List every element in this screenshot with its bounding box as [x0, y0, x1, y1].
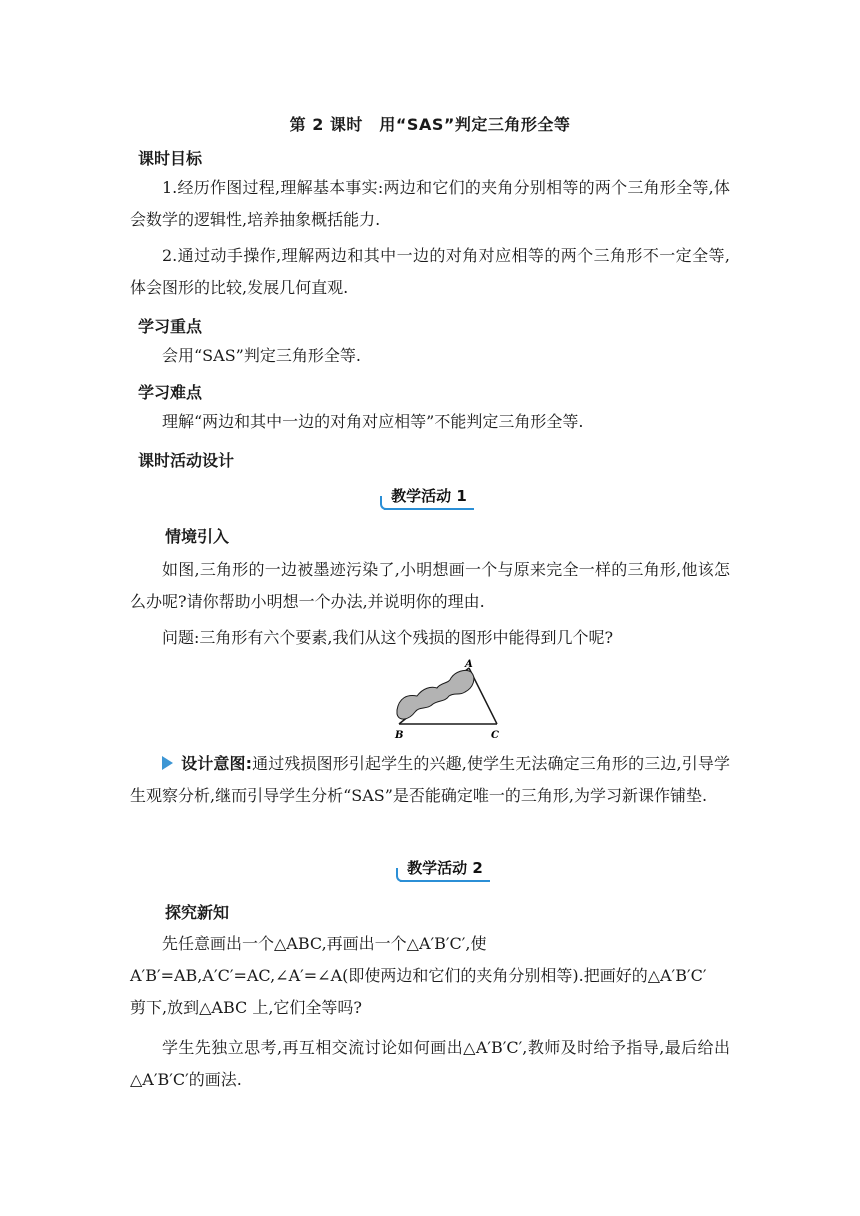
activity-1-para-1: 如图,三角形的一边被墨迹污染了,小明想画一个与原来完全一样的三角形,他该怎么办呢?请你帮助小明想一个办法,并说明你的理由. — [130, 560, 730, 611]
activity-2-badge — [400, 852, 490, 882]
stained-triangle-figure — [385, 658, 505, 742]
vertex-label-a: A — [465, 659, 473, 670]
key-points-heading: 学习重点 — [138, 317, 203, 336]
vertex-label-c: C — [491, 730, 499, 741]
activity-2-subheading: 探究新知 — [165, 903, 230, 922]
activity-2-para-2: 学生先独立思考,再互相交流讨论如何画出△A′B′C′,教师及时给予指导,最后给出△A′B′C′的画法. — [130, 1038, 730, 1089]
objective-item-2: 2.通过动手操作,理解两边和其中一边的对角对应相等的两个三角形不一定全等,体会图形的比较,发展几何直观. — [130, 246, 730, 297]
badge-underline — [400, 880, 490, 882]
badge-underline — [384, 508, 474, 510]
activity-1-badge — [384, 480, 474, 510]
page-title: 第 2 课时 用“SAS”判定三角形全等 — [289, 115, 571, 134]
objectives-heading: 课时目标 — [138, 149, 203, 168]
design-intent-block — [130, 748, 730, 812]
vertex-label-b: B — [395, 730, 404, 741]
badge-hook-icon — [396, 868, 404, 882]
activity-2-badge-label: 教学活动 2 — [407, 858, 483, 877]
design-intent-text: 通过残损图形引起学生的兴趣,使学生无法确定三角形的三边,引导学生观察分析,继而引导学生分析“SAS”是否能确定唯一的三角形,为学习新课作铺垫. — [130, 754, 730, 805]
design-intent-label: 设计意图: — [181, 754, 253, 773]
activity-1-badge-label: 教学活动 1 — [391, 486, 467, 505]
activity-1-subheading: 情境引入 — [165, 527, 230, 546]
difficulties-heading: 学习难点 — [138, 383, 203, 402]
key-points-text: 会用“SAS”判定三角形全等. — [162, 346, 361, 365]
ink-stain — [397, 670, 474, 719]
activity-1-para-2: 问题:三角形有六个要素,我们从这个残损的图形中能得到几个呢? — [162, 628, 614, 647]
design-heading: 课时活动设计 — [138, 451, 235, 470]
badge-hook-icon — [380, 496, 388, 510]
activity-2-line-1: 先任意画出一个△ABC,再画出一个△A′B′C′,使 — [162, 934, 487, 953]
objective-item-1: 1.经历作图过程,理解基本事实:两边和它们的夹角分别相等的两个三角形全等,体会数学的逻辑性,培养抽象概括能力. — [130, 178, 730, 229]
difficulties-text: 理解“两边和其中一边的对角对应相等”不能判定三角形全等. — [162, 412, 584, 431]
activity-2-line-3: 剪下,放到△ABC 上,它们全等吗? — [130, 998, 362, 1017]
play-triangle-icon — [162, 756, 173, 770]
activity-2-line-2: A′B′=AB,A′C′=AC,∠A′=∠A(即使两边和它们的夹角分别相等).把画好的△A′B′C′ — [130, 966, 707, 985]
